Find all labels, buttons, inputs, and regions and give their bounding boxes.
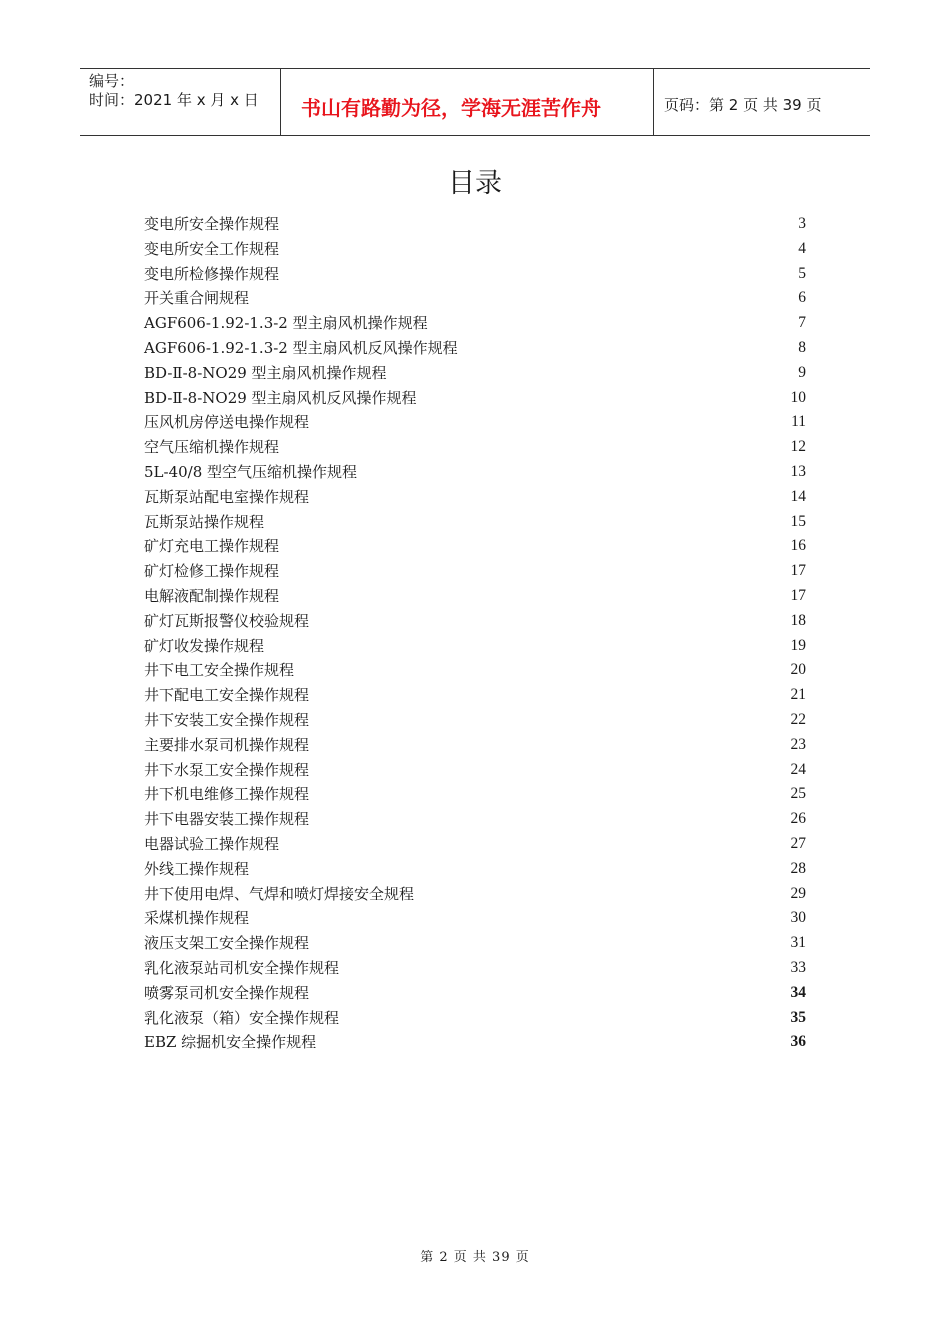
- document-date-label: 时间：2021 年 x 月 x 日: [89, 91, 259, 109]
- toc-entry-title: EBZ 综掘机安全操作规程: [144, 1033, 317, 1052]
- toc-entry[interactable]: [144, 534, 806, 559]
- toc-entry-title: AGF606-1.92-1.3-2 型主扇风机操作规程: [144, 314, 428, 333]
- toc-entry-page: 31: [790, 934, 806, 952]
- toc-entry-page: 5: [798, 264, 806, 282]
- toc-entry-page: 4: [798, 239, 806, 257]
- toc-entry-title: 变电所检修操作规程: [144, 264, 280, 283]
- page-footer: 第 2 页 共 39 页: [420, 1250, 530, 1265]
- toc-entry[interactable]: [144, 584, 806, 609]
- toc-entry-title: 乳化液泵（箱）安全操作规程: [144, 1008, 340, 1027]
- toc-entry-page: 20: [790, 661, 806, 679]
- toc-entry[interactable]: [144, 1030, 806, 1055]
- toc-entry-title: 瓦斯泵站配电室操作规程: [144, 487, 310, 506]
- toc-entry[interactable]: [144, 609, 806, 634]
- toc-entry-title: 井下电工安全操作规程: [144, 661, 295, 680]
- toc-entry-title: 采煤机操作规程: [144, 909, 250, 928]
- toc-entry-title: 空气压缩机操作规程: [144, 438, 280, 457]
- toc-entry[interactable]: [144, 410, 806, 435]
- toc-entry-page: 33: [790, 958, 806, 976]
- toc-entry-title: AGF606-1.92-1.3-2 型主扇风机反风操作规程: [144, 338, 458, 357]
- toc-entry-title: 压风机房停送电操作规程: [144, 413, 310, 432]
- toc-entry-page: 12: [790, 438, 806, 456]
- toc-entry-title: 开关重合闸规程: [144, 289, 250, 308]
- toc-entry-title: 喷雾泵司机安全操作规程: [144, 983, 310, 1002]
- toc-entry-page: 13: [790, 462, 806, 480]
- toc-entry[interactable]: [144, 857, 806, 882]
- toc-entry[interactable]: [144, 1006, 806, 1031]
- toc-entry[interactable]: [144, 435, 806, 460]
- toc-entry-title: 矿灯检修工操作规程: [144, 562, 280, 581]
- toc-entry-title: 井下使用电焊、气焊和喷灯焊接安全规程: [144, 884, 415, 903]
- toc-entry-title: 主要排水泵司机操作规程: [144, 735, 310, 754]
- toc-entry-page: 14: [790, 487, 806, 505]
- toc-entry[interactable]: [144, 931, 806, 956]
- toc-entry-page: 17: [790, 562, 806, 580]
- toc-entry-title: 矿灯充电工操作规程: [144, 537, 280, 556]
- toc-entry-page: 17: [790, 586, 806, 604]
- toc-entry[interactable]: [144, 485, 806, 510]
- toc-entry[interactable]: [144, 658, 806, 683]
- toc-entry[interactable]: [144, 906, 806, 931]
- toc-entry[interactable]: [144, 832, 806, 857]
- table-of-contents: [144, 212, 806, 1055]
- toc-entry-page: 29: [790, 884, 806, 902]
- toc-entry-title: 矿灯收发操作规程: [144, 636, 265, 655]
- toc-entry-title: 变电所安全工作规程: [144, 239, 280, 258]
- toc-entry-page: 16: [790, 537, 806, 555]
- toc-entry-page: 23: [790, 735, 806, 753]
- toc-entry-title: BD-Ⅱ-8-NO29 型主扇风机操作规程: [144, 363, 387, 382]
- toc-entry-page: 21: [790, 686, 806, 704]
- toc-entry[interactable]: [144, 386, 806, 411]
- toc-entry[interactable]: [144, 634, 806, 659]
- toc-entry-title: 井下电器安装工操作规程: [144, 810, 310, 829]
- toc-entry-title: BD-Ⅱ-8-NO29 型主扇风机反风操作规程: [144, 388, 417, 407]
- toc-entry-page: 8: [798, 338, 806, 356]
- toc-entry-title: 瓦斯泵站操作规程: [144, 512, 265, 531]
- toc-entry[interactable]: [144, 262, 806, 287]
- toc-entry[interactable]: [144, 510, 806, 535]
- toc-entry-title: 液压支架工安全操作规程: [144, 934, 310, 953]
- toc-entry-title: 矿灯瓦斯报警仪校验规程: [144, 611, 310, 630]
- toc-entry-page: 26: [790, 810, 806, 828]
- toc-entry[interactable]: [144, 683, 806, 708]
- toc-entry-page: 27: [790, 834, 806, 852]
- toc-entry-title: 外线工操作规程: [144, 859, 250, 878]
- toc-entry[interactable]: [144, 981, 806, 1006]
- toc-entry[interactable]: [144, 336, 806, 361]
- toc-entry-title: 电解液配制操作规程: [144, 586, 280, 605]
- toc-entry[interactable]: [144, 882, 806, 907]
- toc-entry-title: 变电所安全操作规程: [144, 215, 280, 233]
- header-page-label: 页码：第 2 页 共 39 页: [664, 96, 822, 114]
- toc-entry-page: 10: [790, 388, 806, 406]
- toc-entry-title: 井下配电工安全操作规程: [144, 686, 310, 705]
- toc-entry-page: 19: [790, 636, 806, 654]
- toc-entry-page: 9: [798, 363, 806, 381]
- header-right-cell: [654, 69, 870, 135]
- toc-entry[interactable]: [144, 708, 806, 733]
- toc-entry-page: 11: [791, 413, 806, 431]
- toc-entry-title: 井下机电维修工操作规程: [144, 785, 310, 804]
- toc-entry[interactable]: [144, 559, 806, 584]
- toc-entry-title: 井下安装工安全操作规程: [144, 710, 310, 729]
- toc-entry-page: 3: [798, 215, 806, 232]
- header-left-cell: [80, 69, 281, 135]
- toc-entry[interactable]: [144, 758, 806, 783]
- toc-entry-page: 24: [790, 760, 806, 778]
- toc-entry-page: 7: [798, 314, 806, 332]
- toc-entry-page: 35: [790, 1008, 806, 1026]
- toc-entry[interactable]: [144, 782, 806, 807]
- toc-entry[interactable]: [144, 460, 806, 485]
- toc-entry[interactable]: [144, 956, 806, 981]
- document-number-label: 编号：: [89, 72, 135, 90]
- toc-entry-page: 18: [790, 611, 806, 629]
- toc-entry-page: 6: [798, 289, 806, 307]
- header-center-cell: [281, 69, 654, 135]
- toc-entry-page: 22: [790, 710, 806, 728]
- toc-entry[interactable]: [144, 212, 806, 237]
- toc-entry[interactable]: [144, 311, 806, 336]
- toc-entry[interactable]: [144, 237, 806, 262]
- toc-entry-page: 28: [790, 859, 806, 877]
- toc-entry-title: 乳化液泵站司机安全操作规程: [144, 958, 340, 977]
- toc-entry-page: 30: [790, 909, 806, 927]
- toc-entry-page: 15: [790, 512, 806, 530]
- toc-entry[interactable]: [144, 733, 806, 758]
- header-motto: 书山有路勤为径，学海无涯苦作舟: [301, 96, 601, 120]
- toc-entry[interactable]: [144, 807, 806, 832]
- toc-entry-title: 电器试验工操作规程: [144, 834, 280, 853]
- toc-title: 目录: [448, 168, 502, 199]
- document-header: [80, 68, 870, 136]
- toc-entry-title: 井下水泵工安全操作规程: [144, 760, 310, 779]
- toc-entry-page: 34: [790, 983, 806, 1001]
- toc-entry[interactable]: [144, 286, 806, 311]
- toc-entry-page: 25: [790, 785, 806, 803]
- toc-entry-page: 36: [790, 1033, 806, 1051]
- toc-entry-title: 5L-40/8 型空气压缩机操作规程: [144, 462, 358, 481]
- toc-entry[interactable]: [144, 361, 806, 386]
